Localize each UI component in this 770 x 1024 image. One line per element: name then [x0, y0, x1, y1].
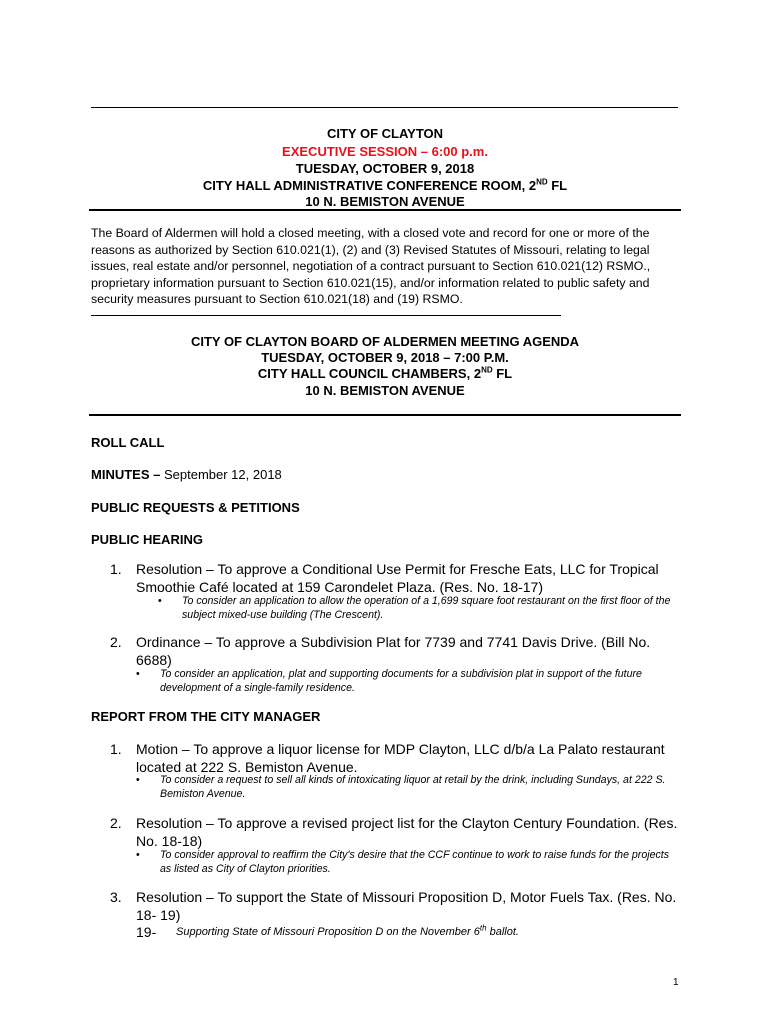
report-item-bullet-end: ballot.	[486, 926, 519, 938]
hearing-item-text: Ordinance – To approve a Subdivision Plat for 7739 and 7741 Davis Drive. (Bill No. 6688)	[136, 634, 651, 668]
top-rule	[91, 107, 678, 108]
exec-divider	[89, 209, 681, 211]
agenda-divider	[89, 414, 681, 416]
report-item-line3-prefix: 19-	[136, 924, 157, 940]
exec-date: TUESDAY, OCTOBER 9, 2018	[295, 161, 475, 176]
public-hearing-heading: PUBLIC HEARING	[91, 532, 203, 547]
page-number: 1	[673, 977, 679, 988]
exec-room-text: CITY HALL ADMINISTRATIVE CONFERENCE ROOM, 2	[202, 178, 537, 193]
roll-call-heading: ROLL CALL	[91, 435, 165, 450]
bullet-dot: •	[136, 774, 140, 786]
public-requests-heading: PUBLIC REQUESTS & PETITIONS	[91, 500, 300, 515]
report-item-number: 2.	[110, 815, 122, 831]
minutes-label: MINUTES –	[91, 467, 164, 482]
report-item-number: 3.	[110, 889, 122, 905]
report-item-bullet-text: To consider a request to sell all kinds of intoxicating liquor at retail by the drink, including Sundays, at 222 S. Bemiston Avenue.	[160, 774, 666, 800]
hearing-item-text: Resolution – To approve a Conditional Use Permit for Fresche Eats, LLC for Tropical Smoothie Café located at 159 Carondelet Plaza. (Res. No. 18-17)	[136, 561, 659, 595]
report-heading: REPORT FROM THE CITY MANAGER	[91, 709, 321, 724]
bullet-dot: •	[136, 849, 140, 861]
exec-room	[0, 178, 770, 193]
exec-room-fl: FL	[547, 178, 568, 193]
bullet-dot: •	[158, 595, 162, 607]
hearing-item-number: 1.	[110, 561, 122, 577]
report-item-bullet-sup: th	[479, 923, 487, 933]
minutes-line	[91, 467, 282, 482]
mid-rule	[91, 315, 561, 316]
agenda-address: 10 N. BEMISTON AVENUE	[305, 383, 465, 398]
report-item-bullet-text: To consider approval to reaffirm the City's desire that the CCF continue to work to raise funds for the projects as listed as City of Clayton priorities.	[160, 849, 670, 875]
exec-session-title: EXECUTIVE SESSION – 6:00 p.m.	[282, 144, 488, 159]
agenda-date: TUESDAY, OCTOBER 9, 2018 – 7:00 P.M.	[261, 350, 509, 365]
closed-meeting-paragraph: The Board of Aldermen will hold a closed meeting, with a closed vote and record for one or more of the reasons as authorized by Section 610.021(1), (2) and (3) Revised Statutes of Missouri, relating to legal issues, real estate and/or personnel, negotiation of a contract pursuant to Section 610.021(12) RSMO., proprietary information pursuant to Section 610.021(15), and/or information related to public safety and security measures pursuant to Section 610.021(18) and (19) RSMO.	[91, 226, 651, 307]
agenda-title: CITY OF CLAYTON BOARD OF ALDERMEN MEETING AGENDA	[190, 334, 580, 349]
agenda-room-text: CITY HALL COUNCIL CHAMBERS, 2	[257, 366, 482, 381]
exec-city: CITY OF CLAYTON	[326, 126, 444, 141]
exec-room-sup: ND	[536, 177, 548, 187]
report-item-number: 1.	[110, 741, 122, 757]
report-item-text: Resolution – To support the State of Missouri Proposition D, Motor Fuels Tax. (Res. No. 18- 19)	[136, 889, 677, 923]
hearing-item-number: 2.	[110, 634, 122, 650]
report-item-bullet	[176, 923, 721, 940]
minutes-date: September 12, 2018	[163, 467, 282, 482]
agenda-room-fl: FL	[492, 366, 513, 381]
agenda-room-sup: ND	[481, 365, 493, 375]
report-item-text: Motion – To approve a liquor license for MDP Clayton, LLC d/b/a La Palato restaurant located at 222 S. Bemiston Avenue.	[136, 741, 665, 775]
report-item-bullet-text: Supporting State of Missouri Proposition D on the November 6	[176, 926, 480, 938]
agenda-room	[0, 366, 770, 381]
exec-address: 10 N. BEMISTON AVENUE	[305, 194, 465, 209]
report-item-text: Resolution – To approve a revised project list for the Clayton Century Foundation. (Res. No. 18-18)	[136, 815, 678, 849]
bullet-dot: •	[136, 668, 140, 680]
hearing-item-bullet-text: To consider an application, plat and supporting documents for a subdivision plat in support of the future development of a single-family residence.	[160, 668, 642, 694]
hearing-item-bullet-text: To consider an application to allow the operation of a 1,699 square foot restaurant on the first floor of the subject mixed-use building (The Crescent).	[182, 595, 671, 621]
